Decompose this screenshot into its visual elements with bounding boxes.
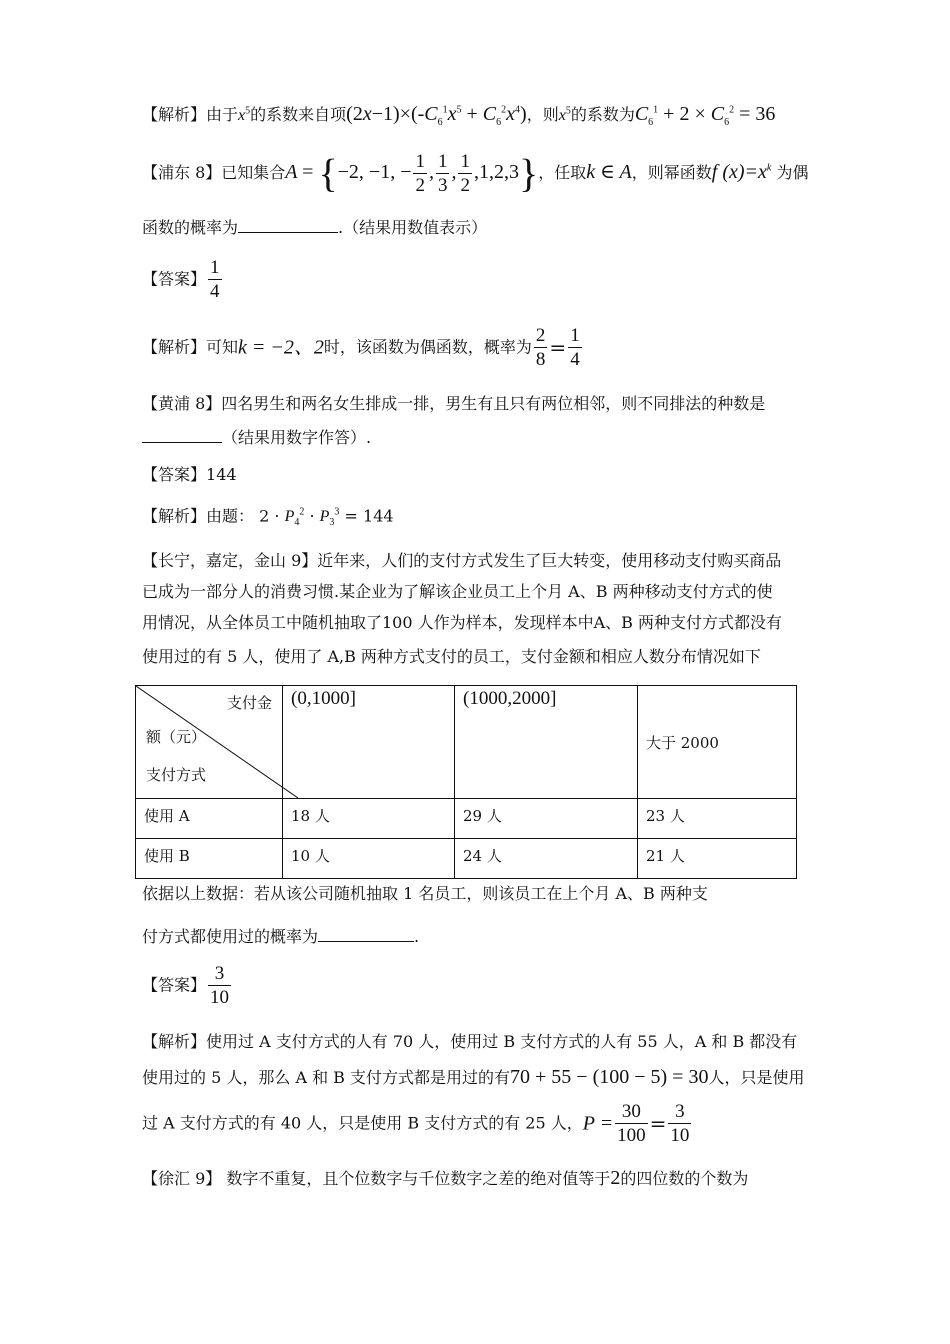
question-huangpu-8-line2: （结果用数字作答）.: [142, 428, 371, 446]
section-tag: 【长宁，嘉定，金山 9】: [142, 551, 318, 570]
set-expression: A = {−2, −1, − $\frac{1}{2}$ , $\frac{1}{3}$ , $\frac{1}{2}$ ,1,2,3}: [285, 150, 539, 196]
answer-blank: [142, 428, 222, 443]
answer-line: [142, 964, 233, 1007]
section-tag: 【解析】: [142, 337, 207, 357]
question-changning-9: 【长宁，嘉定，金山 9】近年来，人们的支付方式发生了巨大转变，使用移动支付购买商品: [142, 551, 782, 570]
answer-line: [142, 258, 224, 301]
table-row: 使用 A 18 人 29 人 23 人: [136, 799, 797, 839]
question-text-line: 付方式都使用过的概率为 .: [142, 927, 420, 946]
answer-fraction: $\frac{3}{10}$: [210, 963, 230, 1008]
answer-blank: [238, 218, 338, 233]
table-header-cell: (0,1000]: [283, 686, 455, 799]
question-text-line: 已成为一部分人的消费习惯.某企业为了解该企业员工上个月 A、B 两种移动支付方式的使: [142, 582, 773, 601]
solution-text-line: 使用过的 5 人，那么 A 和 B 支付方式都是用过的有70 + 55 − (100 − 5) = 30人，只是使用: [142, 1066, 805, 1088]
solution-line-4: 【解析】使用过 A 支付方式的人有 70 人，使用过 B 支付方式的人有 55 人，A 和 B 都没有: [142, 1032, 798, 1051]
section-tag: 【黄浦 8】: [142, 394, 222, 413]
section-tag: 【徐汇 9】: [142, 1169, 222, 1188]
section-tag: 【答案】: [142, 269, 207, 289]
expression-coefficient: $C_6^1 + 2 \times C_6^2 = 36$: [634, 103, 776, 128]
answer-blank: [318, 927, 414, 942]
section-tag: 【浦东 8】: [142, 163, 222, 183]
question-pudong-8-line2: 函数的概率为 .（结果用数值表示）: [142, 218, 488, 237]
solution-text-line: 过 A 支付方式的有 40 人，只是使用 B 支付方式的有 25 人，P = $\frac{30}{100}$ = $\frac{3}{10}$: [142, 1101, 690, 1146]
expression-binomial: $(2x-1)\times(-C_6^1x^5 + C_6^2x^4)$: [346, 103, 527, 128]
section-tag: 【解析】: [142, 105, 207, 124]
payment-table: [135, 685, 797, 879]
table-corner-cell: 支付金 额（元） 支付方式: [136, 686, 283, 799]
question-pudong-8: 【浦东 8】已知集合A = {−2, −1, − $\frac{1}{2}$ , $\frac{1}{3}$ , $\frac{1}{2}$ ,1,2,3}，任取k ∈ A，则幂函数f $(x)=x^k$ 为偶: [142, 150, 809, 196]
section-tag: 【解析】: [142, 1032, 207, 1051]
solution-line-2: 【解析】可知k = −2、2时，该函数为偶函数，概率为 $\frac{2}{8}$ = $\frac{1}{4}$: [142, 325, 580, 370]
table-row: 使用 B 10 人 24 人 21 人: [136, 839, 797, 879]
question-xuhui-9: 【徐汇 9】 数字不重复，且个位数字与千位数字之差的绝对值等于2的四位数的个数为: [142, 1167, 749, 1189]
answer-fraction: $\frac{1}{4}$: [210, 257, 220, 302]
table-header-row: [136, 686, 797, 799]
table-header-cell: 大于 2000: [638, 686, 797, 799]
solution-line-1: 【解析】由于$x^5$的系数来自项$(2x-1)\times(-C_6^1x^5 + C_6^2x^4)$，则$x^5$的系数为$C_6^1 + 2 \times C_6^2 = 36$: [142, 103, 776, 128]
section-tag: 【答案】: [142, 975, 207, 995]
question-text-line: 依据以上数据：若从该公司随机抽取 1 名员工，则该员工在上个月 A、B 两种支: [142, 884, 708, 903]
question-huangpu-8: 【黄浦 8】四名男生和两名女生排成一排，男生有且只有两位相邻，则不同排法的种数是: [142, 394, 766, 413]
table-header-cell: (1000,2000]: [455, 686, 638, 799]
answer-line: 【答案】144: [142, 465, 237, 484]
question-text-line: 用情况，从全体员工中随机抽取了100 人作为样本，发现样本中A、B 两种支付方式都没有: [142, 613, 783, 632]
section-tag: 【解析】: [142, 506, 207, 526]
section-tag: 【答案】: [142, 465, 207, 484]
question-text-line: 使用过的有 5 人，使用了 A,B 两种方式支付的员工，支付金额和相应人数分布情况如下: [142, 647, 761, 666]
solution-line-3: 【解析】由题： $2 \cdot P_4^2 \cdot P_3^3 = 144$: [142, 506, 394, 529]
